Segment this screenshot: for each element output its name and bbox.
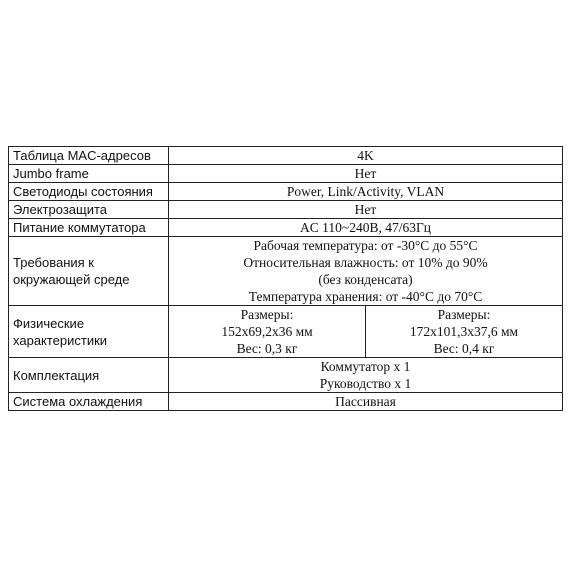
row-label: Физические характеристики	[9, 306, 169, 358]
package-line: Коммутатор x 1	[320, 359, 411, 374]
row-value: 4K	[169, 147, 563, 165]
table-row	[9, 147, 563, 165]
physical-line: 152x69,2x36 мм	[221, 324, 313, 339]
env-line: Температура хранения: от -40°C до 70°C	[248, 289, 483, 304]
row-label: Таблица MAC-адресов	[9, 147, 169, 165]
row-value: Нет	[169, 201, 563, 219]
row-label: Комплектация	[9, 358, 169, 393]
row-label: Питание коммутатора	[9, 219, 169, 237]
row-label: Система охлаждения	[9, 393, 169, 411]
physical-line: Вес: 0,3 кг	[236, 341, 298, 356]
table-row-physical	[9, 306, 563, 358]
row-label: Светодиоды состояния	[9, 183, 169, 201]
physical-line: Вес: 0,4 кг	[433, 341, 495, 356]
row-value: Пассивная	[169, 393, 563, 411]
row-value: Нет	[169, 165, 563, 183]
row-label: Требования к окружающей среде	[9, 237, 169, 306]
row-value: AC 110~240В, 47/63Гц	[169, 219, 563, 237]
row-value	[169, 358, 563, 393]
row-value: Power, Link/Activity, VLAN	[169, 183, 563, 201]
table-row	[9, 393, 563, 411]
table-row-environment	[9, 237, 563, 306]
package-line: Руководство x 1	[319, 376, 412, 391]
spec-table	[8, 146, 563, 411]
env-line: (без конденсата)	[318, 272, 413, 287]
physical-left	[169, 306, 366, 358]
physical-line: Размеры:	[437, 307, 491, 322]
table-row	[9, 183, 563, 201]
physical-line: Размеры:	[240, 307, 294, 322]
env-line: Рабочая температура: от -30°C до 55°C	[253, 238, 478, 253]
physical-right	[366, 306, 563, 358]
row-value	[169, 237, 563, 306]
row-label: Электрозащита	[9, 201, 169, 219]
table-row	[9, 219, 563, 237]
env-line: Относительная влажность: от 10% до 90%	[243, 255, 488, 270]
table-row-package	[9, 358, 563, 393]
table-row	[9, 201, 563, 219]
table-row	[9, 165, 563, 183]
physical-line: 172x101,3x37,6 мм	[409, 324, 519, 339]
row-label: Jumbo frame	[9, 165, 169, 183]
